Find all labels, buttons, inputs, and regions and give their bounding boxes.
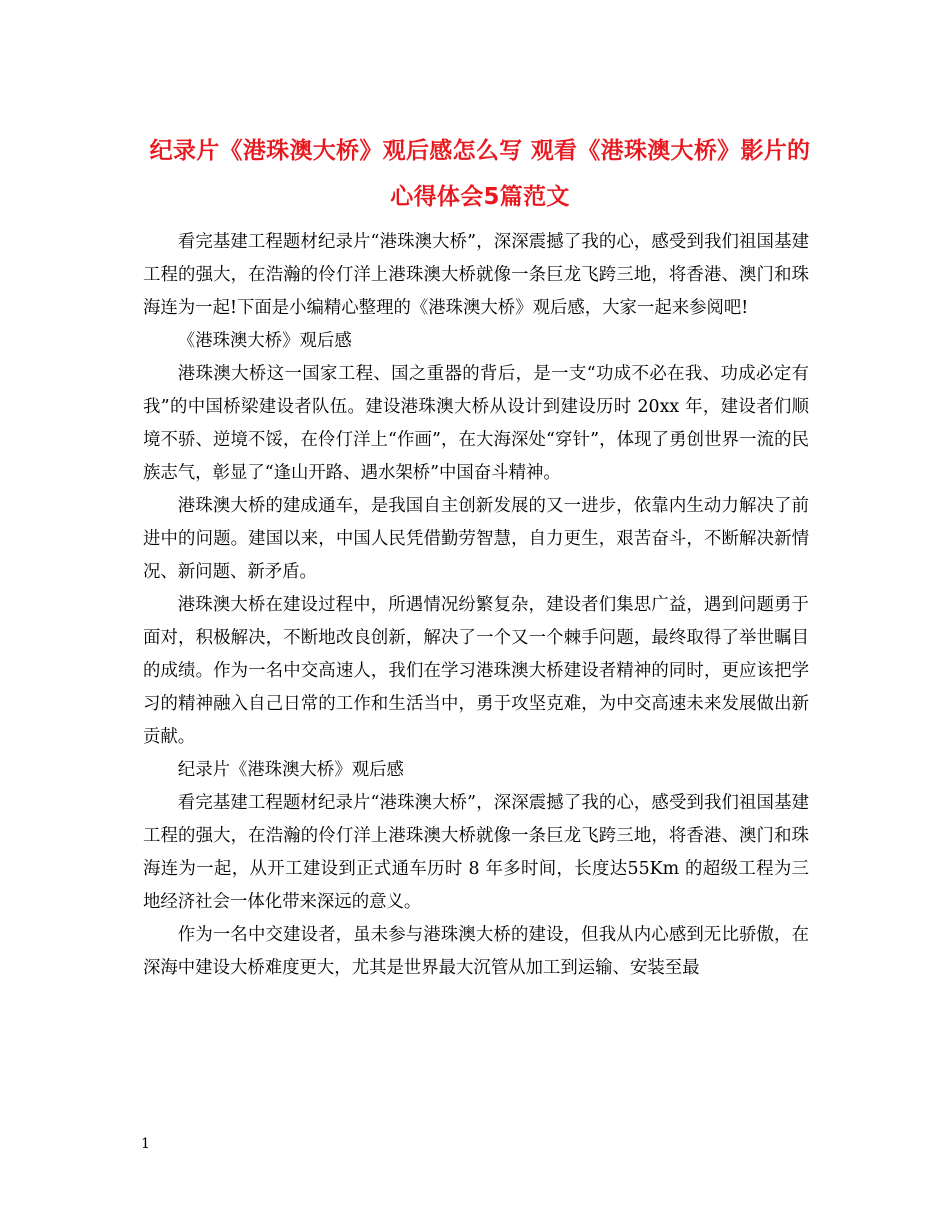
page-number: 1 [141, 1136, 150, 1152]
body-paragraph: 港珠澳大桥这一国家工程、国之重器的背后，是一支“功成不必在我、功成必定有我”的中国桥梁建设者队伍。建设港珠澳大桥从设计到建设历时 20xx 年，建设者们顺境不骄、逆境不馁，在伶仃洋上“作画”，在大海深处“穿针”，体现了勇创世界一流的民族志气，彰显了“逢山开路、遇水架桥”中国奋斗精神。 [143, 364, 809, 483]
section-heading: 纪录片《港珠澳大桥》观后感 [177, 760, 404, 780]
body-paragraph: 港珠澳大桥的建成通车，是我国自主创新发展的又一进步，依靠内生动力解决了前进中的问题。建国以来，中国人民凭借勤劳智慧，自力更生，艰苦奋斗，不断解决新情况、新问题、新矛盾。 [143, 496, 809, 582]
intro-paragraph: 看完基建工程题材纪录片“港珠澳大桥”，深深震撼了我的心，感受到我们祖国基建工程的强大，在浩瀚的伶仃洋上港珠澳大桥就像一条巨龙飞跨三地，将香港、澳门和珠海连为一起!下面是小编精心整理的《港珠澳大桥》观后感，大家一起来参阅吧! [143, 232, 809, 318]
section-heading: 《港珠澳大桥》观后感 [177, 331, 352, 351]
body-paragraph: 作为一名中交建设者，虽未参与港珠澳大桥的建设，但我从内心感到无比骄傲，在深海中建设大桥难度更大，尤其是世界最大沉管从加工到运输、安装至最 [143, 925, 809, 978]
document-body [143, 226, 809, 985]
document-title: 纪录片《港珠澳大桥》观后感怎么写 观看《港珠澳大桥》影片的心得体会5篇范文 [149, 138, 811, 210]
body-paragraph: 看完基建工程题材纪录片“港珠澳大桥”，深深震撼了我的心，感受到我们祖国基建工程的强大，在浩瀚的伶仃洋上港珠澳大桥就像一条巨龙飞跨三地，将香港、澳门和珠海连为一起，从开工建设到正式通车历时 8 年多时间，长度达55Km 的超级工程为三地经济社会一体化带来深远的意义。 [143, 793, 809, 912]
body-paragraph: 港珠澳大桥在建设过程中，所遇情况纷繁复杂，建设者们集思广益，遇到问题勇于面对，积极解决，不断地改良创新，解决了一个又一个棘手问题，最终取得了举世瞩目的成绩。作为一名中交高速人，我们在学习港珠澳大桥建设者精神的同时，更应该把学习的精神融入自己日常的工作和生活当中，勇于攻坚克难，为中交高速未来发展做出新贡献。 [143, 595, 809, 747]
